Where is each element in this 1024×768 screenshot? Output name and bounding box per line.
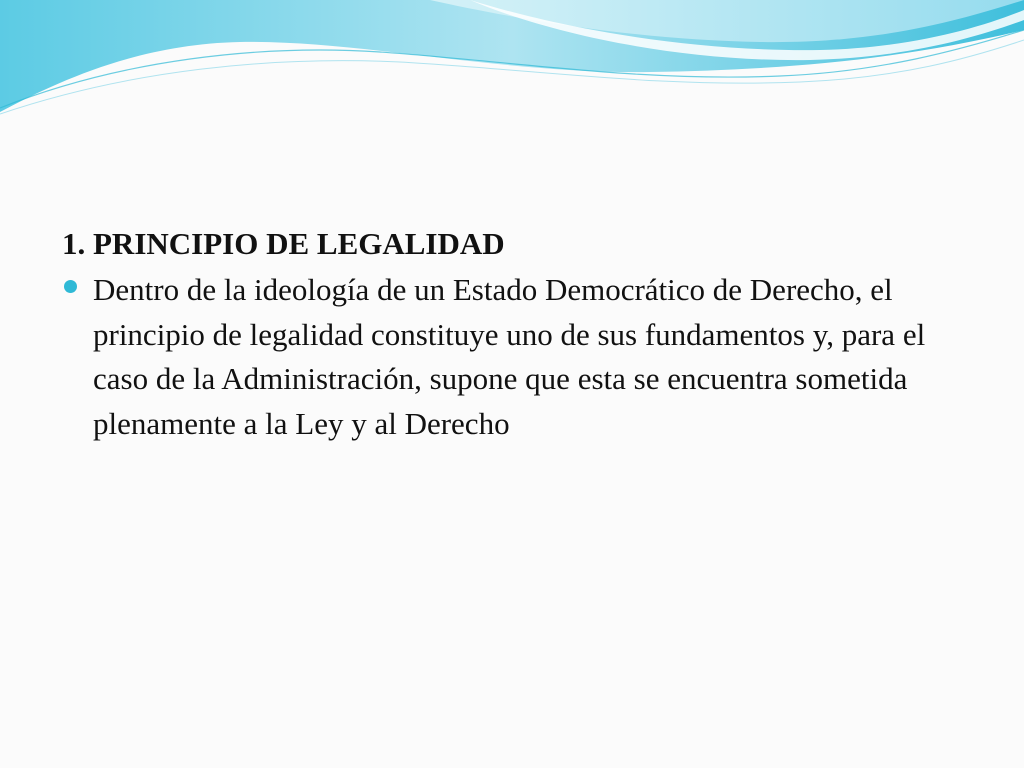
- slide-heading: 1. PRINCIPIO DE LEGALIDAD: [62, 226, 505, 261]
- bullet-text: Dentro de la ideología de un Estado Democrático de Derecho, el principio de legalidad constituye uno de sus fundamentos y, para el caso de la Administración, supone que esta se encuentra sometida plenamente a la Ley y al Derecho: [93, 272, 926, 441]
- slide-content: [62, 222, 962, 446]
- bullet-item: [62, 268, 962, 446]
- bullet-icon: [62, 268, 93, 312]
- header-wave-decoration: [0, 0, 1024, 130]
